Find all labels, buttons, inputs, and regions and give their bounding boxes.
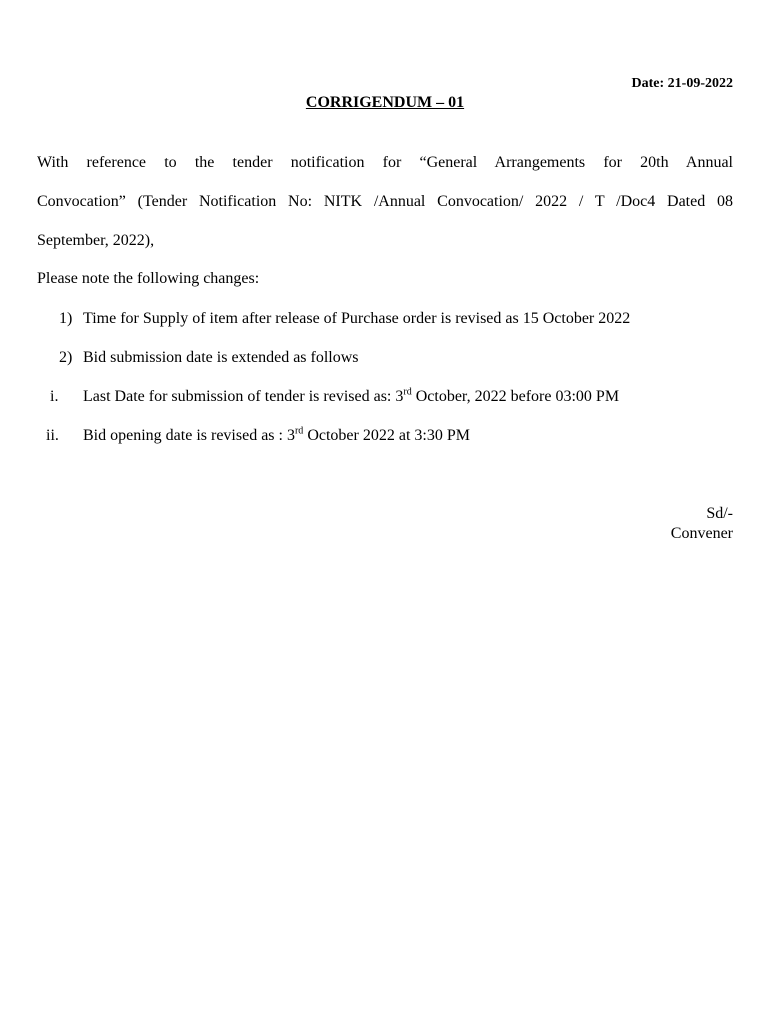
list-text-after: October 2022 at 3:30 PM [303, 427, 470, 444]
document-date: Date: 21-09-2022 [631, 76, 733, 91]
list-marker: ii. [46, 427, 59, 444]
signature-line-2: Convener [670, 525, 733, 542]
document-title: CORRIGENDUM – 01 [305, 94, 465, 111]
ordinal-suffix: rd [294, 425, 304, 437]
list-text-before: Last Date for submission of tender is revised as: 3 [83, 388, 404, 405]
list-item [0, 349, 770, 369]
list-text: Bid submission date is extended as follows [83, 349, 359, 366]
list-text-after: October, 2022 before 03:00 PM [411, 388, 620, 405]
intro-line: With reference to the tender notification for “General Arrangements for 20th Annual [37, 154, 733, 171]
signature-line-1: Sd/- [706, 505, 733, 522]
list-marker: i. [50, 388, 59, 405]
list-text [83, 427, 470, 445]
list-text [83, 388, 619, 406]
intro-line: Convocation” (Tender Notification No: NITK /Annual Convocation/ 2022 / T /Doc4 Dated 08 [37, 193, 733, 210]
list-marker: 2) [59, 349, 73, 366]
intro-paragraph [37, 143, 733, 260]
list-marker: 1) [59, 310, 73, 327]
intro-line: September, 2022), [37, 232, 155, 249]
list-item [0, 310, 770, 330]
list-item [0, 427, 770, 447]
list-text: Time for Supply of item after release of Purchase order is revised as 15 October 2022 [83, 310, 631, 327]
list-item [0, 388, 770, 408]
list-text-before: Bid opening date is revised as : 3 [83, 427, 295, 444]
changes-note: Please note the following changes: [37, 270, 260, 287]
ordinal-suffix: rd [403, 386, 412, 398]
